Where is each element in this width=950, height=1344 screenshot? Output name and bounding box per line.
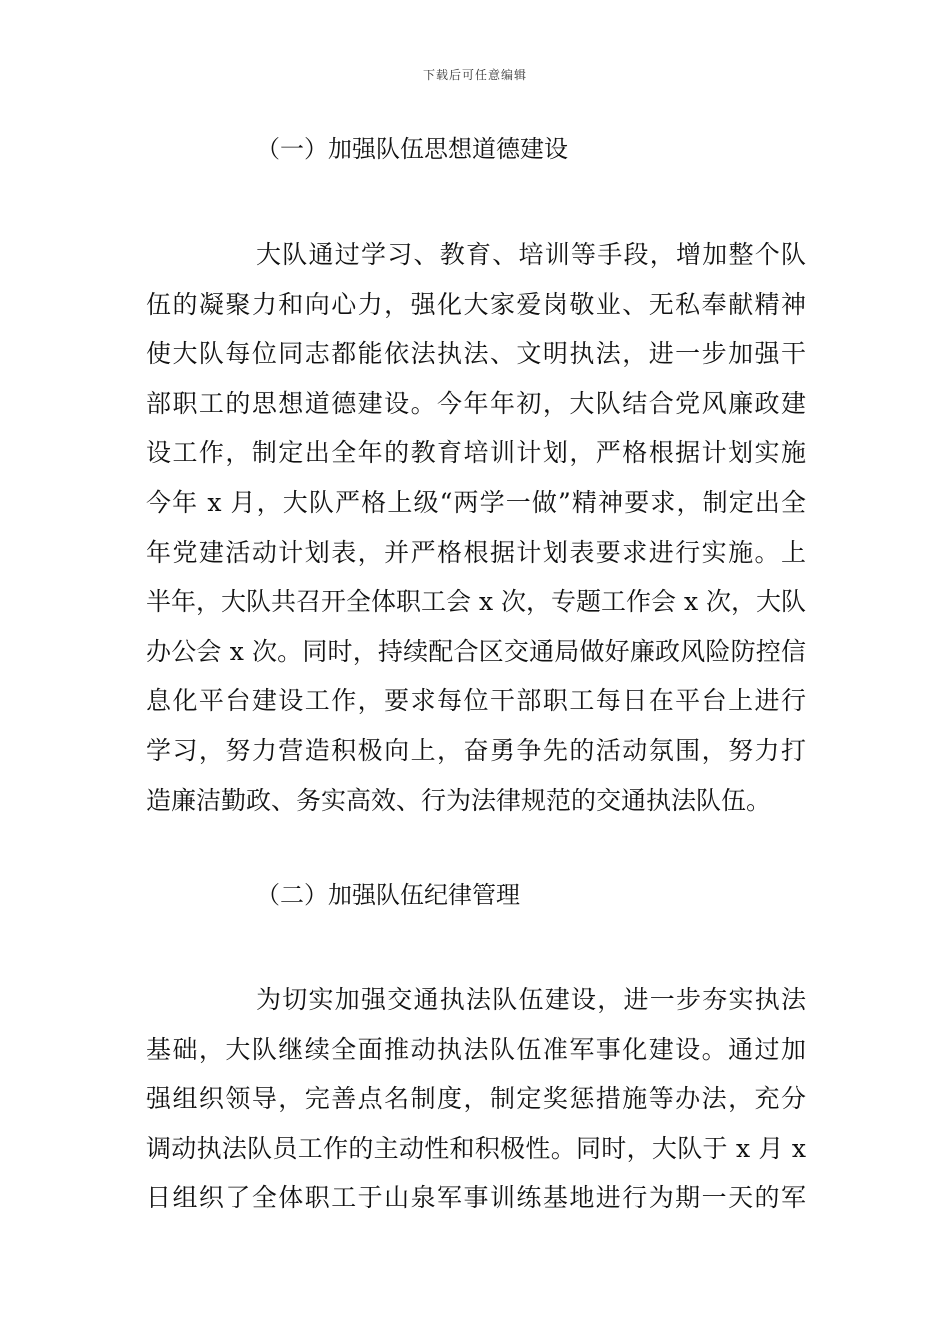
paragraph-line: 伍的凝聚力和向心力，强化大家爱岗敬业、无私奉献精神 [146,289,806,319]
section-heading-2: （二）加强队伍纪律管理 [256,881,520,909]
section-heading-1: （一）加强队伍思想道德建设 [256,135,568,163]
paragraph-line: 基础，大队继续全面推动执法队伍准军事化建设。通过加 [146,1034,806,1064]
paragraph-line: 调动执法队员工作的主动性和积极性。同时，大队于 x 月 x [146,1133,806,1163]
paragraph-2 [146,975,806,1223]
paragraph-line: 使大队每位同志都能依法执法、文明执法，进一步加强干 [146,339,806,369]
paragraph-1 [146,230,806,825]
paragraph-line: 为切实加强交通执法队伍建设，进一步夯实执法 [256,985,806,1014]
paragraph-line: 办公会 x 次。同时，持续配合区交通局做好廉政风险防控信 [146,636,806,666]
paragraph-line: 息化平台建设工作，要求每位干部职工每日在平台上进行 [146,686,806,716]
paragraph-line: 学习，努力营造积极向上，奋勇争先的活动氛围，努力打 [146,735,806,765]
paragraph-line: 日组织了全体职工于山泉军事训练基地进行为期一天的军 [146,1183,806,1213]
paragraph-line: 强组织领导，完善点名制度，制定奖惩措施等办法，充分 [146,1084,806,1114]
paragraph-line: 部职工的思想道德建设。今年年初，大队结合党风廉政建 [146,388,806,418]
paragraph-line: 设工作，制定出全年的教育培训计划，严格根据计划实施 [146,438,806,468]
paragraph-line: 造廉洁勤政、务实高效、行为法律规范的交通执法队伍。 [146,785,772,815]
paragraph-line: 大队通过学习、教育、培训等手段，增加整个队 [256,240,806,269]
header-note: 下载后可任意编辑 [422,68,527,82]
paragraph-line: 半年，大队共召开全体职工会 x 次，专题工作会 x 次，大队 [146,587,806,617]
paragraph-line: 年党建活动计划表，并严格根据计划表要求进行实施。上 [146,537,806,567]
paragraph-line: 今年 x 月，大队严格上级“两学一做”精神要求，制定出全 [146,487,806,517]
